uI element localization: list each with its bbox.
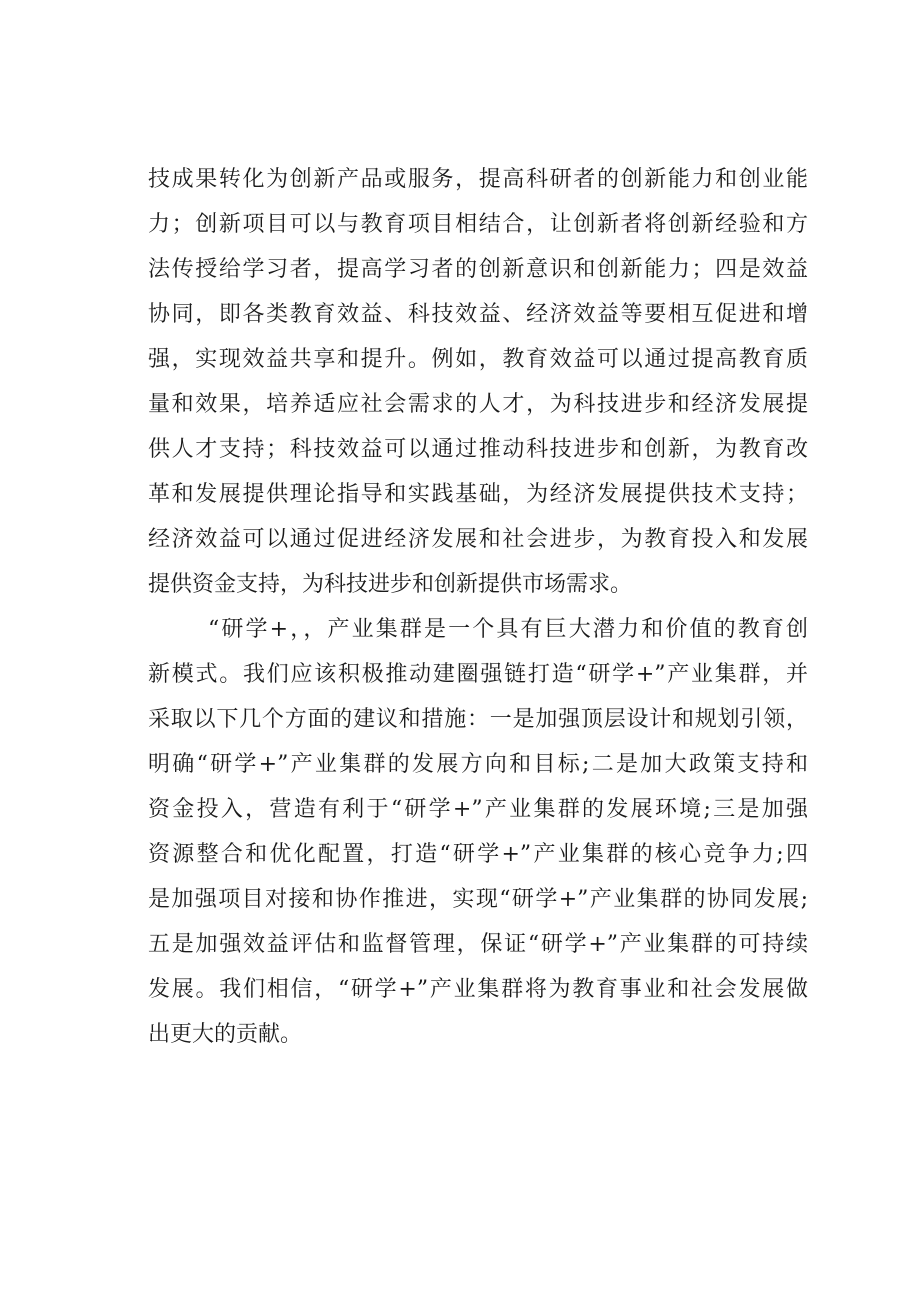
- text-line: 提供资金支持，为科技进步和创新提供市场需求。: [148, 572, 633, 597]
- text-line: 量和效果，培养适应社会需求的人才，为科技进步和经济发展提: [148, 392, 808, 417]
- text-line: 明确“研学+”产业集群的发展方向和目标;二是加大政策支持和: [148, 752, 808, 777]
- text-line: 协同，即各类教育效益、科技效益、经济效益等要相互促进和增: [148, 302, 808, 327]
- text-line: “研学+，，产业集群是一个具有巨大潜力和价值的教育创: [208, 617, 808, 642]
- text-line: 资金投入，营造有利于“研学+”产业集群的发展环境;三是加强: [148, 797, 808, 822]
- text-line: 经济效益可以通过促进经济发展和社会进步，为教育投入和发展: [148, 527, 808, 552]
- text-line: 资源整合和优化配置，打造“研学+”产业集群的核心竞争力;四: [148, 842, 808, 867]
- text-line: 供人才支持；科技效益可以通过推动科技进步和创新，为教育改: [148, 437, 808, 462]
- text-line: 力；创新项目可以与教育项目相结合，让创新者将创新经验和方: [148, 212, 808, 237]
- text-line: 技成果转化为创新产品或服务，提高科研者的创新能力和创业能: [148, 167, 808, 192]
- text-line: 是加强项目对接和协作推进，实现“研学+”产业集群的协同发展;: [148, 887, 808, 912]
- text-line: 采取以下几个方面的建议和措施：一是加强顶层设计和规划引领，: [148, 707, 808, 732]
- text-line: 发展。我们相信，“研学+”产业集群将为教育事业和社会发展做: [148, 977, 808, 1002]
- text-line: 强，实现效益共享和提升。例如，教育效益可以通过提高教育质: [148, 347, 808, 372]
- text-line: 革和发展提供理论指导和实践基础，为经济发展提供技术支持；: [148, 482, 808, 507]
- text-line: 法传授给学习者，提高学习者的创新意识和创新能力；四是效益: [148, 257, 808, 282]
- text-line: 新模式。我们应该积极推动建圈强链打造“研学+”产业集群，并: [148, 662, 808, 687]
- text-line: 五是加强效益评估和监督管理，保证“研学+”产业集群的可持续: [148, 932, 808, 957]
- text-line: 出更大的贡献。: [148, 1022, 303, 1047]
